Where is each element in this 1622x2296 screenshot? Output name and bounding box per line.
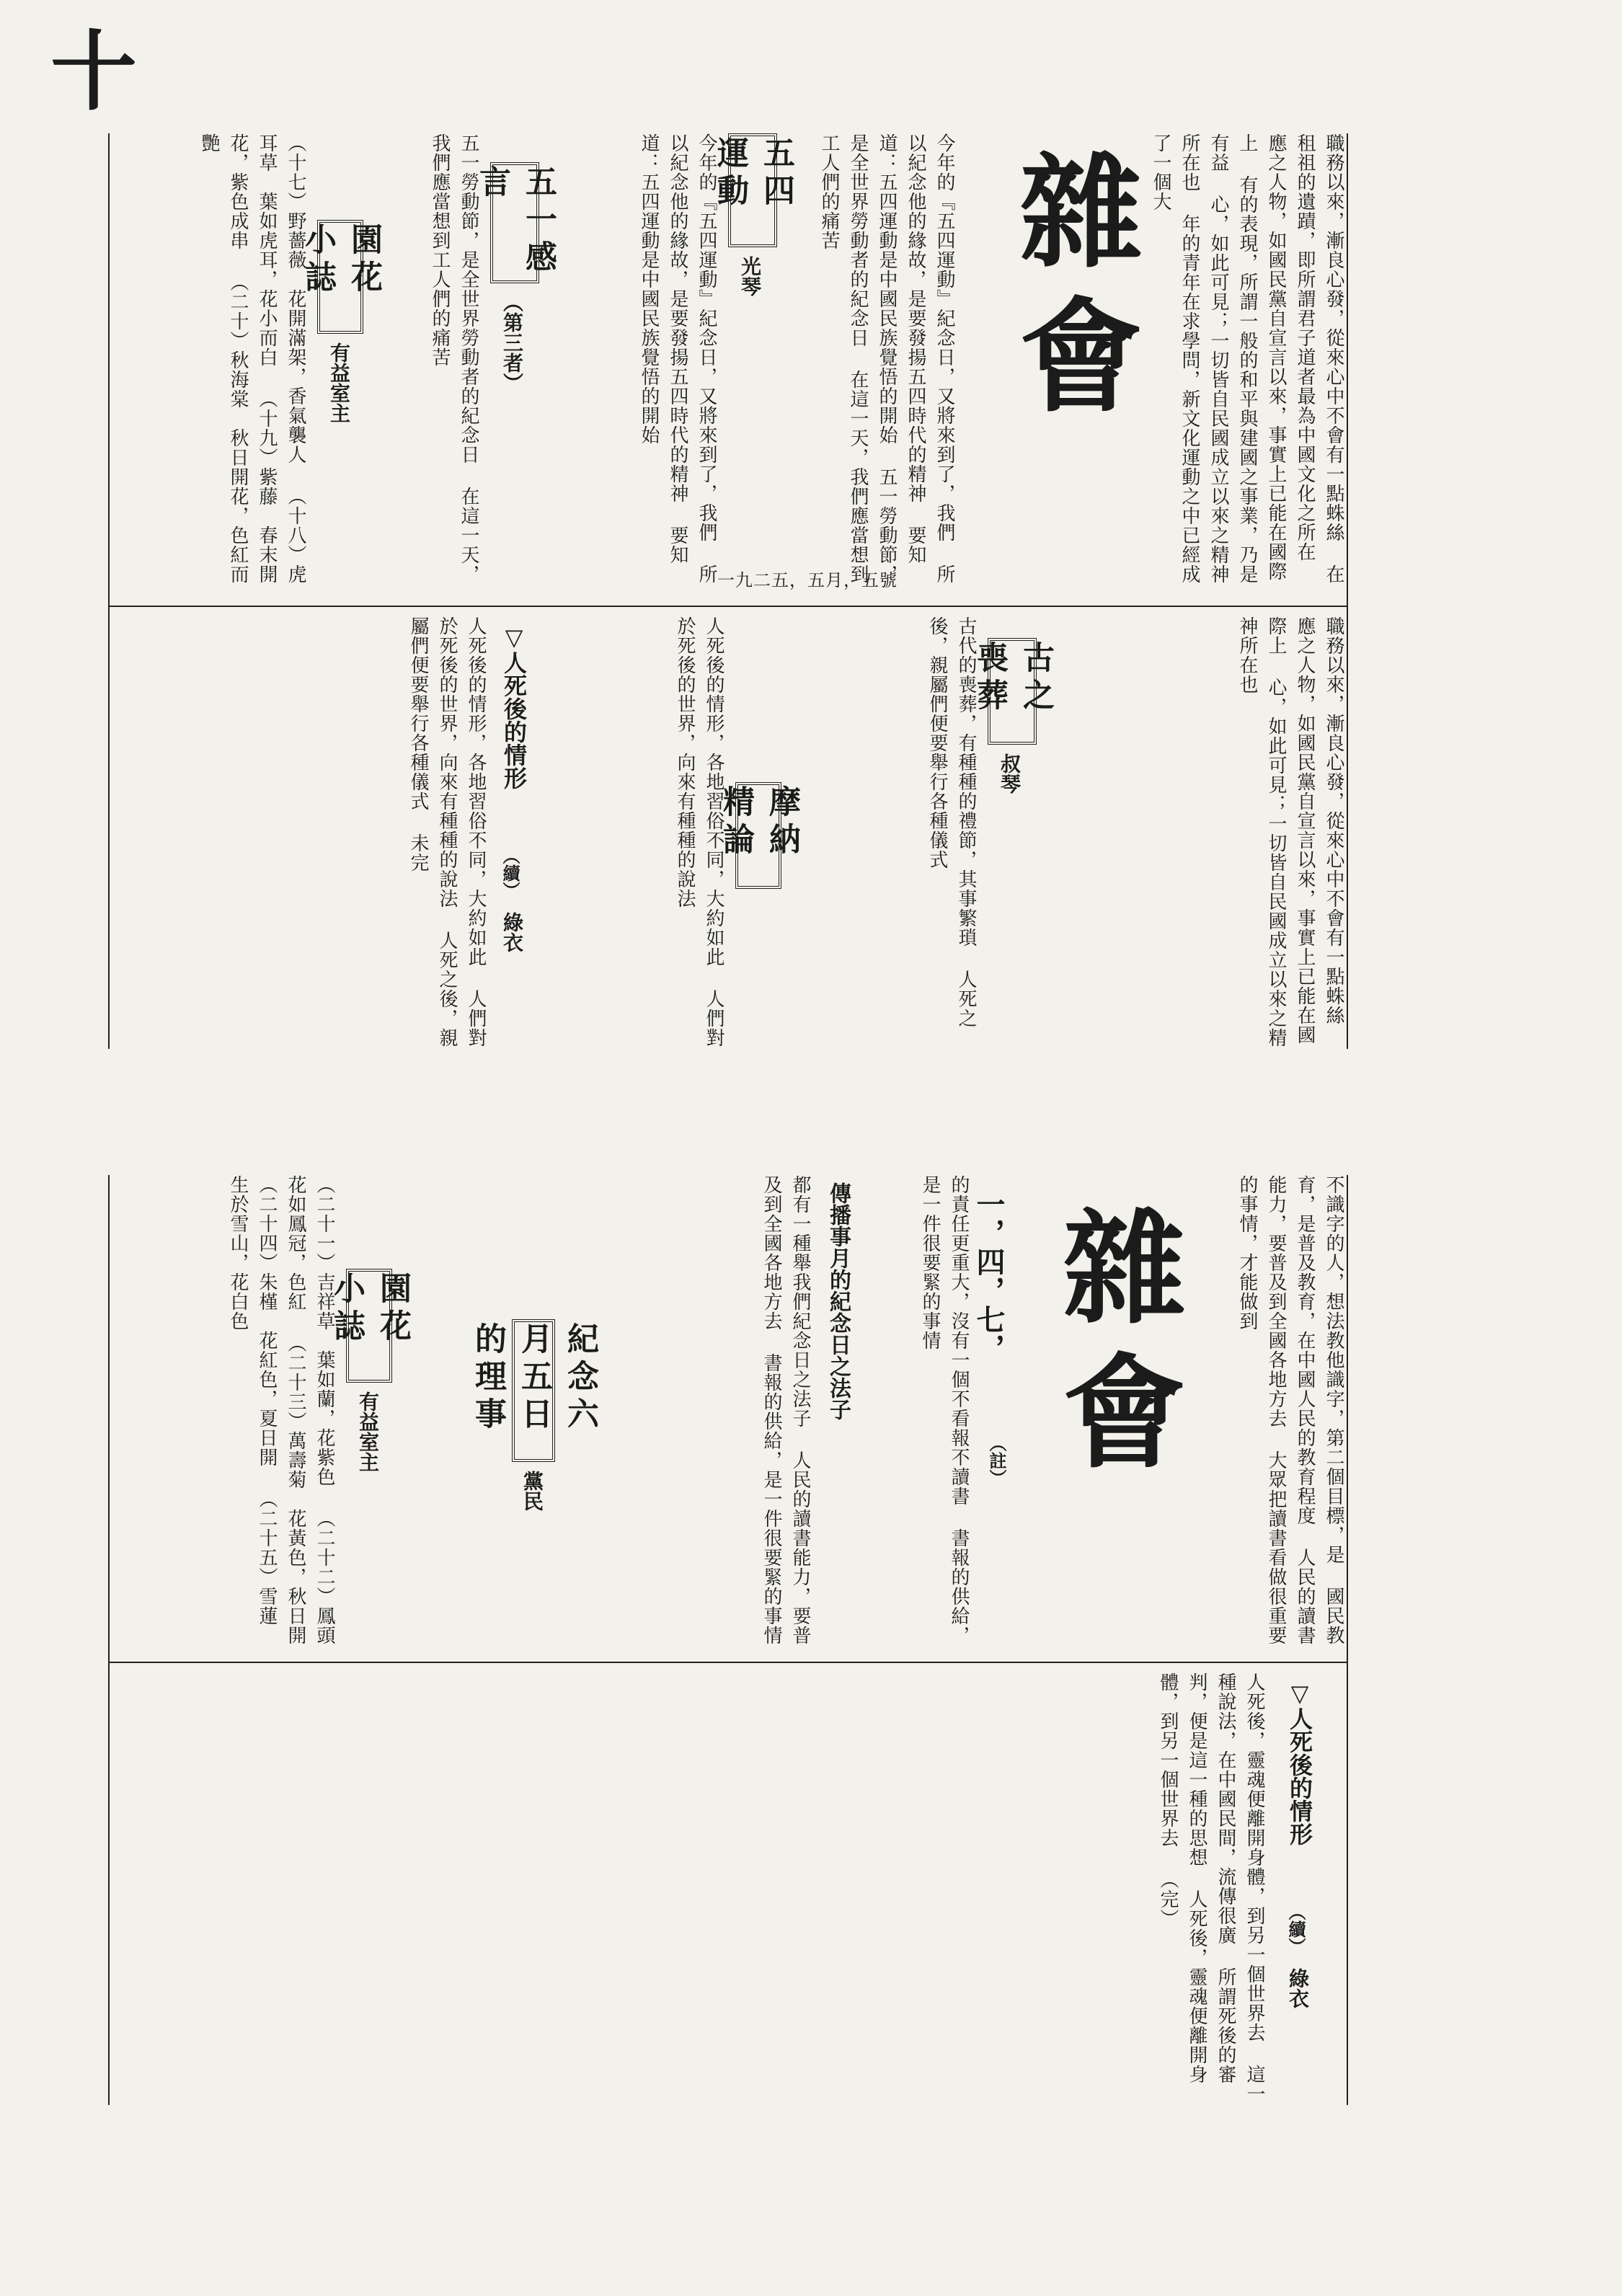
text-line: （二十五）雪蓮 生於雪山，花白色 — [227, 1175, 278, 1645]
section-author-gujiao: 叔琴 — [998, 753, 1021, 794]
text-line: 所以紀念他的緣故，是要發揚五四時代的精神 — [667, 133, 717, 584]
text-line: （二十三）萬壽菊 花黃色，秋日開 — [285, 1334, 306, 1645]
text-line: （二十一）吉祥草 葉如蘭，花紫色 — [314, 1175, 335, 1486]
text-line: 今年的『五四運動』紀念日，又將來到了，我們 — [696, 133, 717, 542]
text-line: 書報的供給，是一件很要緊的事情 — [919, 1175, 970, 1645]
date-mark: 一，四，七， — [972, 1189, 1006, 1362]
text-line: 的責任更重大，沒有一個不看報不讀書 — [948, 1175, 970, 1506]
text-line: （十七）野薔薇 花開滿架，香氣襲人 — [285, 133, 306, 464]
section-author-sihou: 綠衣 — [500, 912, 524, 952]
text-line: 應之人物，如國民黨自宣言以來，事實上已能在國際上 — [1265, 616, 1316, 1045]
text-line: 職務以來，漸良心發，從來心中不會有一點蛛絲 — [1323, 133, 1344, 542]
text-line: 人死後的情形，各地習俗不同，大約如此 — [703, 616, 724, 967]
text-line: 年的青年在求學問，新文化運動之中已經成了一個大 — [1150, 133, 1200, 584]
text-line: 國民教育，是普及教育，在中國人民的教育程度 — [1294, 1175, 1344, 1645]
text-line: （二十）秋海棠 秋日開花，色紅而艷 — [198, 133, 249, 584]
section-title-wuyi: 五一感言 — [490, 162, 539, 283]
gujiao-body — [800, 616, 980, 1049]
section-title-jinian: 紀念六月五日的理事 — [512, 1319, 555, 1462]
section-title-gujiao: 古之喪葬 — [988, 638, 1037, 745]
text-line: 人民的讀書能力，要普及到全國各地方去 — [1265, 1175, 1316, 1645]
sihou-body — [115, 616, 490, 1049]
text-line: 在租祖的遺蹟，即所謂君子道者最為中國文化之所在 — [1294, 133, 1344, 584]
section-title-sihou: ▽人死後的情形 — [1286, 1680, 1313, 1845]
text-line: （二十二）鳳頭 花如鳳冠，色紅 — [285, 1175, 335, 1665]
bottom-divider — [108, 1662, 1348, 1663]
section-author-yuanhua: 有益室主 — [327, 342, 351, 423]
note-mark: （註） — [986, 1435, 1007, 1486]
section-title-wusi: 五四運動 — [728, 133, 777, 247]
text-line: 要知道：五四運動是中國民族覺悟的開始 — [876, 133, 926, 564]
lower-column-right — [1161, 616, 1348, 1049]
border-left — [108, 1175, 110, 2105]
section-author-wuyi: （第三者） — [500, 292, 524, 393]
text-line: 人們對於死後的世界，向來有種種的說法 — [674, 616, 724, 1047]
text-line: 古代的喪葬，有種種的禮節，其事繁瑣 — [955, 616, 977, 947]
section-title-yuanhua: 園花小誌 — [346, 1269, 392, 1383]
text-line: 人們對於死後的世界，向來有種種的說法 — [436, 616, 487, 1047]
text-line: 所謂死後的審判，便是這一種的思想 — [1186, 1672, 1236, 2084]
text-line: （完） — [1157, 1870, 1179, 1928]
page-mark: 十 — [50, 21, 137, 123]
text-line: 都有一種舉我們紀念日之法子 — [789, 1175, 811, 1428]
text-line: 人民的讀書能力，要普及到全國各地方去 — [761, 1175, 811, 1645]
text-line: 人死後，靈魂便離開身體，到另一個世界去 — [1244, 1672, 1265, 2042]
border-left — [108, 133, 110, 1049]
text-line: （十九）紫藤 春末開花，紫色成串 — [227, 133, 278, 584]
yuanhua-body — [115, 1175, 339, 1665]
essay-column — [1146, 133, 1348, 595]
section-author-yuanhua: 有益室主 — [356, 1391, 380, 1472]
moqi-body — [548, 616, 728, 1049]
section-author-wusi: 光琴 — [738, 256, 762, 296]
text-line: （十八）虎耳草 葉如虎耳，花小而白 — [256, 133, 306, 584]
text-line: 大眾把讀書看做很重要的事情，才能做到 — [1236, 1175, 1287, 1645]
section-title-sihou: ▽人死後的情形 — [500, 624, 528, 789]
text-line: 心，如此可見；一切皆自民國成立以來之精神所在也 — [1179, 133, 1229, 584]
text-line: 人死之後，親屬們便要舉行各種儀式 — [407, 616, 458, 1047]
yuanhua-body — [115, 133, 310, 595]
section-title-moqi: 摩納精論 — [735, 782, 781, 889]
section-author-sihou: 綠衣 — [1286, 1968, 1310, 2008]
sihou-body — [115, 1672, 1269, 2105]
section-title-chuan: 傳播事月的紀念日之法子 — [825, 1182, 851, 1420]
text-line: 人死之後，親屬們便要舉行各種儀式 — [926, 616, 977, 1028]
text-line: 人死後，靈魂便離開身體，到另一個世界去 — [1157, 1672, 1207, 2084]
issue-date: 一九二五，五月，五號 — [717, 570, 898, 590]
text-line: （二十四）朱槿 花紅色，夏日開 — [256, 1175, 278, 1467]
text-line: 這一種說法，在中國民間，流傳很廣 — [1215, 1672, 1265, 2104]
text-line: 應之人物，如國民黨自宣言以來，事實上已能在國際上 — [1236, 133, 1287, 581]
text-line: 今年的『五四運動』紀念日，又將來到了，我們 — [934, 133, 955, 542]
text-line: 未完 — [407, 833, 429, 872]
text-line: 人死後的情形，各地習俗不同，大約如此 — [465, 616, 487, 967]
text-line: 有的表現，所謂一般的和平與建國之事業，乃是有益 — [1207, 133, 1258, 584]
text-line: 職務以來，漸良心發，從來心中不會有一點蛛絲 — [1323, 616, 1344, 1025]
text-line: 五一勞動節，是全世界勞動者的紀念日 — [847, 133, 898, 584]
masthead: 雜會 — [1042, 1204, 1186, 1492]
text-line: 心，如此可見；一切皆自民國成立以來之精神所在也 — [1236, 616, 1287, 1047]
top-divider — [108, 606, 1348, 607]
text-line: 不識字的人，想法教他識字，第二個目標，是 — [1323, 1175, 1344, 1564]
bottom-page — [108, 1175, 1348, 2105]
text-line: 五一勞動節，是全世界勞動者的紀念日 — [458, 133, 479, 464]
top-page — [108, 133, 1348, 1049]
wusi-body — [555, 133, 721, 595]
section-note-sihou: （續） — [1285, 1903, 1306, 1955]
wuyi-body — [368, 133, 483, 595]
text-line: 要知道：五四運動是中國民族覺悟的開始 — [638, 133, 688, 564]
section-author-jinian: 黨民 — [520, 1471, 544, 1511]
essay-column — [1189, 1175, 1348, 1651]
masthead: 雜會 — [998, 148, 1143, 436]
section-note-sihou: （續） — [500, 847, 520, 899]
text-line: 在這一天，我們應當想到工人們的痛苦 — [818, 133, 869, 584]
section-title-yuanhua: 園花小誌 — [317, 220, 363, 334]
text-line: 書報的供給，是一件很要緊的事情 — [761, 1353, 782, 1645]
text-line: 所以紀念他的緣故，是要發揚五四時代的精神 — [905, 133, 955, 584]
text-line: 在這一天，我們應當想到工人們的痛苦 — [429, 133, 479, 584]
